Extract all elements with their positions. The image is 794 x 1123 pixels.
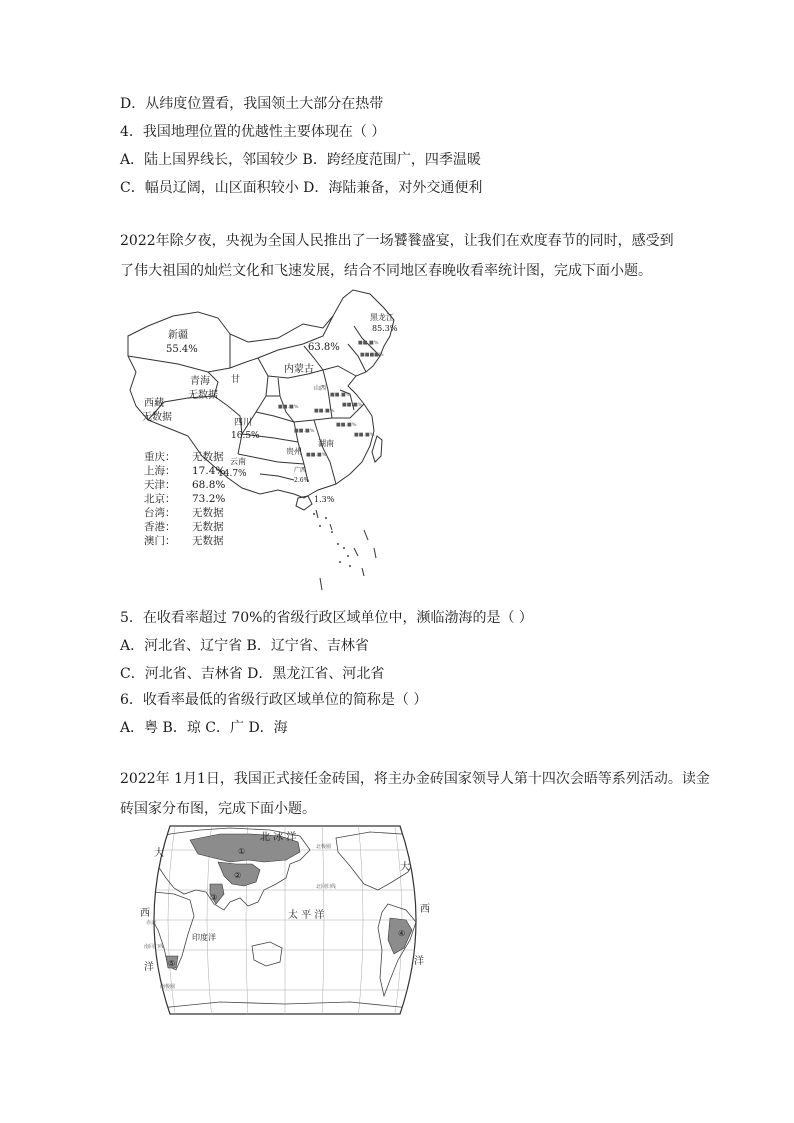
value-neimenggu: 63.8% <box>308 342 340 353</box>
value-qinghai: 无数据 <box>188 390 218 401</box>
label-atlantic-xi-left: 西 <box>140 908 150 919</box>
label-shanxi: 山西 <box>314 385 327 392</box>
marker-4: ④ <box>398 929 406 938</box>
value-hainan: 1.3% <box>314 495 335 504</box>
label-gansu: 甘 <box>231 375 241 385</box>
label-heilongjiang: 黑龙江 <box>370 313 394 322</box>
q5-options-cd: C．河北省、吉林省 D．黑龙江省、河北省 <box>120 666 385 682</box>
legend-k-6: 澳门： <box>144 535 176 547</box>
svg-text:■■.■%: ■■.■% <box>354 432 375 438</box>
q6-stem: 6．收看率最低的省级行政区域单位的简称是（ ） <box>120 692 428 708</box>
value-guangxi: 2.6% <box>294 477 310 484</box>
svg-text:■■.■%: ■■.■% <box>330 392 351 398</box>
passage-brics: 2022年 1月1日，我国正式接任金砖国，将主办金砖国家领导人第十四次会晤等系列活动。读金砖国家分布图，完成下面小题。 <box>120 771 710 817</box>
label-xinjiang: 新疆 <box>168 330 188 341</box>
marker-2: ② <box>234 871 242 880</box>
q4-options-cd: C．幅员辽阔，山区面积较小 D．海陆兼备，对外交通便利 <box>120 180 483 196</box>
svg-text:■■■■%: ■■■■% <box>360 352 384 358</box>
q4-options-ab: A．陆上国界线长，邻国较少 B．跨经度范围广，四季温暖 <box>120 152 481 168</box>
value-xizang: 无数据 <box>142 412 172 423</box>
value-yunnan: 14.7% <box>218 469 247 479</box>
legend-v-6: 无数据 <box>192 535 224 547</box>
legend-k-4: 台湾： <box>144 507 176 519</box>
legend-v-0: 无数据 <box>192 451 224 463</box>
marker-5: ⑤ <box>168 959 176 968</box>
legend-k-5: 香港： <box>144 521 176 533</box>
label-atlantic-da-right: 大 <box>400 862 410 873</box>
legend-v-1: 17.4% <box>192 465 226 477</box>
china-viewing-rate-map <box>118 286 412 598</box>
label-antarctic-circle: 南极圈 <box>160 984 176 990</box>
q5-stem: 5．在收看率超过 70%的省级行政区域单位中，濒临渤海的是（ ） <box>120 610 533 626</box>
q5-options-ab: A．河北省、辽宁省 B．辽宁省、吉林省 <box>120 638 369 654</box>
svg-text:■■.■%: ■■.■% <box>358 340 379 346</box>
value-sichuan: 16.5% <box>231 431 260 441</box>
label-equator: 赤道 <box>146 920 157 926</box>
label-guangxi: 广西 <box>294 467 307 474</box>
legend-k-0: 重庆： <box>144 451 176 463</box>
label-qinghai: 青海 <box>190 376 210 387</box>
label-indian-ocean: 印度洋 <box>192 933 216 942</box>
label-guizhou: 贵州 <box>286 447 302 456</box>
legend-k-2: 天津： <box>144 479 176 491</box>
legend-v-2: 68.8% <box>192 479 226 491</box>
label-arctic-ocean: 北 冰 洋 <box>260 832 297 843</box>
legend-v-4: 无数据 <box>192 507 224 519</box>
brics-world-map <box>140 820 430 1020</box>
value-heilongjiang: 85.3% <box>372 324 398 333</box>
label-neimenggu: 内蒙古 <box>284 364 314 375</box>
svg-text:■■.■%: ■■.■% <box>336 422 357 428</box>
label-south-tropic: 南回归线 <box>144 944 165 950</box>
label-xizang: 西藏 <box>144 398 164 409</box>
label-arctic-circle: 北极圈 <box>316 844 332 850</box>
q6-options: A．粤 B．琼 C．广 D．海 <box>120 720 288 736</box>
legend-k-3: 北京： <box>144 493 176 505</box>
q3-option-d: D．从纬度位置看，我国领土大部分在热带 <box>120 96 384 112</box>
legend-k-1: 上海： <box>144 465 176 477</box>
label-atlantic-yang-left: 洋 <box>144 962 154 973</box>
label-north-tropic: 北回归线 <box>316 884 337 890</box>
marker-3: ③ <box>210 893 218 902</box>
svg-text:■■.■%: ■■.■% <box>278 404 299 410</box>
svg-text:■■.■%: ■■.■% <box>342 402 363 408</box>
value-xinjiang: 55.4% <box>166 344 198 355</box>
svg-text:■■.■%: ■■.■% <box>294 428 315 434</box>
svg-text:■■.■%: ■■.■% <box>306 452 327 458</box>
label-sichuan: 四川 <box>234 418 253 428</box>
svg-text:■■.■%: ■■.■% <box>314 408 335 414</box>
legend-v-5: 无数据 <box>192 521 224 533</box>
label-atlantic-yang-right: 洋 <box>414 956 424 967</box>
marker-1: ① <box>238 847 246 856</box>
label-pacific-ocean: 太 平 洋 <box>288 910 325 921</box>
label-atlantic-da-left: 大 <box>154 848 164 859</box>
legend-v-3: 73.2% <box>192 493 226 505</box>
passage-spring-festival: 2022年除夕夜，央视为全国人民推出了一场饕餮盛宴，让我们在欢度春节的同时，感受到了伟大祖国的灿烂文化和飞速发展，结合不同地区春晚收看率统计图，完成下面小题。 <box>120 233 674 279</box>
q4-stem: 4．我国地理位置的优越性主要体现在（ ） <box>120 124 386 140</box>
label-yunnan: 云南 <box>230 457 246 466</box>
label-atlantic-xi-right: 西 <box>420 904 430 915</box>
label-hunan: 湖南 <box>318 439 334 448</box>
